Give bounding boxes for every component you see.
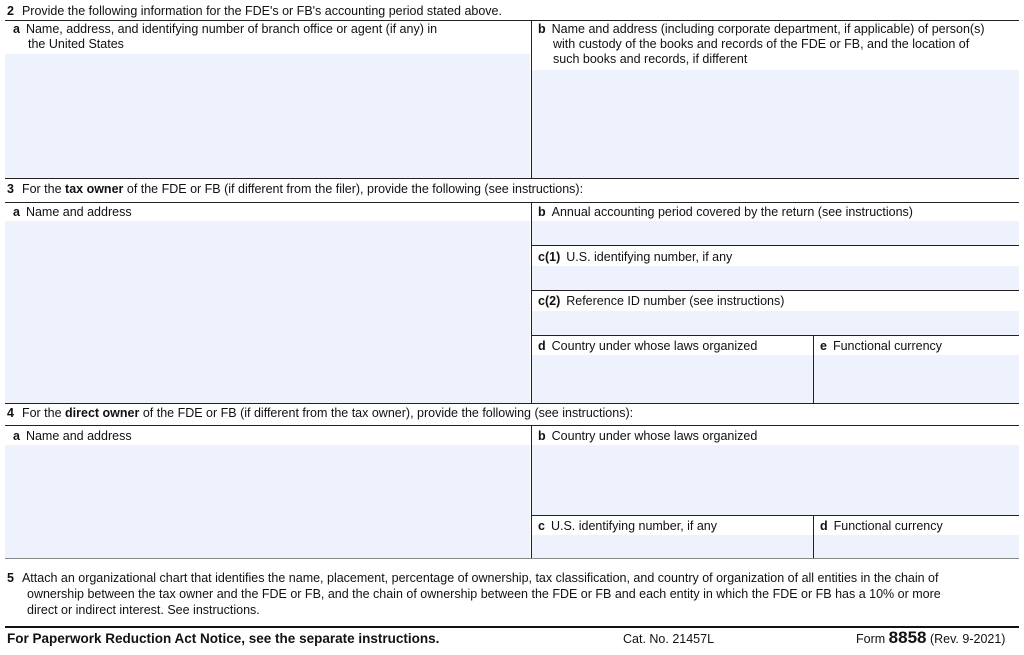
line3d-field[interactable]	[532, 355, 813, 403]
line3d-label: d Country under whose laws organized	[538, 339, 758, 353]
cat-number: Cat. No. 21457L	[623, 632, 715, 646]
line2a-field[interactable]	[5, 54, 530, 178]
line4c-label: c U.S. identifying number, if any	[538, 519, 718, 533]
line4d-field[interactable]	[814, 535, 1019, 558]
form-id: Form 8858 (Rev. 9-2021)	[856, 628, 1006, 647]
line4d-label: d Functional currency	[820, 519, 943, 533]
line5-text-cont: ownership between the tax owner and the FDE or FB, and the chain of ownership between the FDE or FB and each entity in which the FDE or FB has a 10% or more	[27, 587, 941, 601]
line3b-label: b Annual accounting period covered by the return (see instructions)	[538, 205, 913, 219]
line3c1-label: c(1) U.S. identifying number, if any	[538, 250, 733, 264]
line2b-field[interactable]	[532, 70, 1019, 178]
line3b-field[interactable]	[532, 221, 1019, 245]
line3c1-field[interactable]	[532, 266, 1019, 290]
divider	[5, 202, 1019, 203]
line3c2-label: c(2) Reference ID number (see instructions)	[538, 294, 785, 308]
line3a-label: a Name and address	[13, 205, 132, 219]
line4a-field[interactable]	[5, 445, 530, 558]
line3a-field[interactable]	[5, 221, 530, 403]
divider	[531, 245, 1019, 246]
line4b-label: b Country under whose laws organized	[538, 429, 758, 443]
paperwork-notice: For Paperwork Reduction Act Notice, see the separate instructions.	[7, 631, 440, 646]
divider	[5, 178, 1019, 179]
line3c2-field[interactable]	[532, 311, 1019, 335]
line2-heading: 2 Provide the following information for the FDE's or FB's accounting period stated above.	[7, 4, 502, 18]
line2a-label: a Name, address, and identifying number of branch office or agent (if any) in	[13, 22, 438, 36]
line2b-label: b Name and address (including corporate department, if applicable) of person(s)	[538, 22, 985, 36]
line2b-label-cont: with custody of the books and records of the FDE or FB, and the location of	[553, 37, 970, 51]
line3e-label: e Functional currency	[820, 339, 943, 353]
line4-heading: 4 For the direct owner of the FDE or FB (if different from the tax owner), provide the following (see instructions):	[7, 406, 634, 420]
line4a-label: a Name and address	[13, 429, 132, 443]
divider	[5, 425, 1019, 426]
line2a-label-cont: the United States	[28, 37, 124, 51]
line3-heading: 3 For the tax owner of the FDE or FB (if different from the filer), provide the following (see instructions):	[7, 182, 584, 196]
line3e-field[interactable]	[814, 355, 1019, 403]
divider	[5, 20, 1019, 21]
line5-text-cont: direct or indirect interest. See instructions.	[27, 603, 260, 617]
line5-text: 5 Attach an organizational chart that identifies the name, placement, percentage of ownership, tax classification, and country of organization of all entities in the chain of	[7, 571, 939, 585]
divider	[5, 403, 1019, 404]
line4c-field[interactable]	[532, 535, 813, 558]
divider	[5, 626, 1019, 628]
divider	[531, 515, 1019, 516]
divider	[5, 558, 1019, 559]
line2b-label-cont: such books and records, if different	[553, 52, 748, 66]
divider	[531, 290, 1019, 291]
line4b-field[interactable]	[532, 445, 1019, 515]
divider	[531, 335, 1019, 336]
